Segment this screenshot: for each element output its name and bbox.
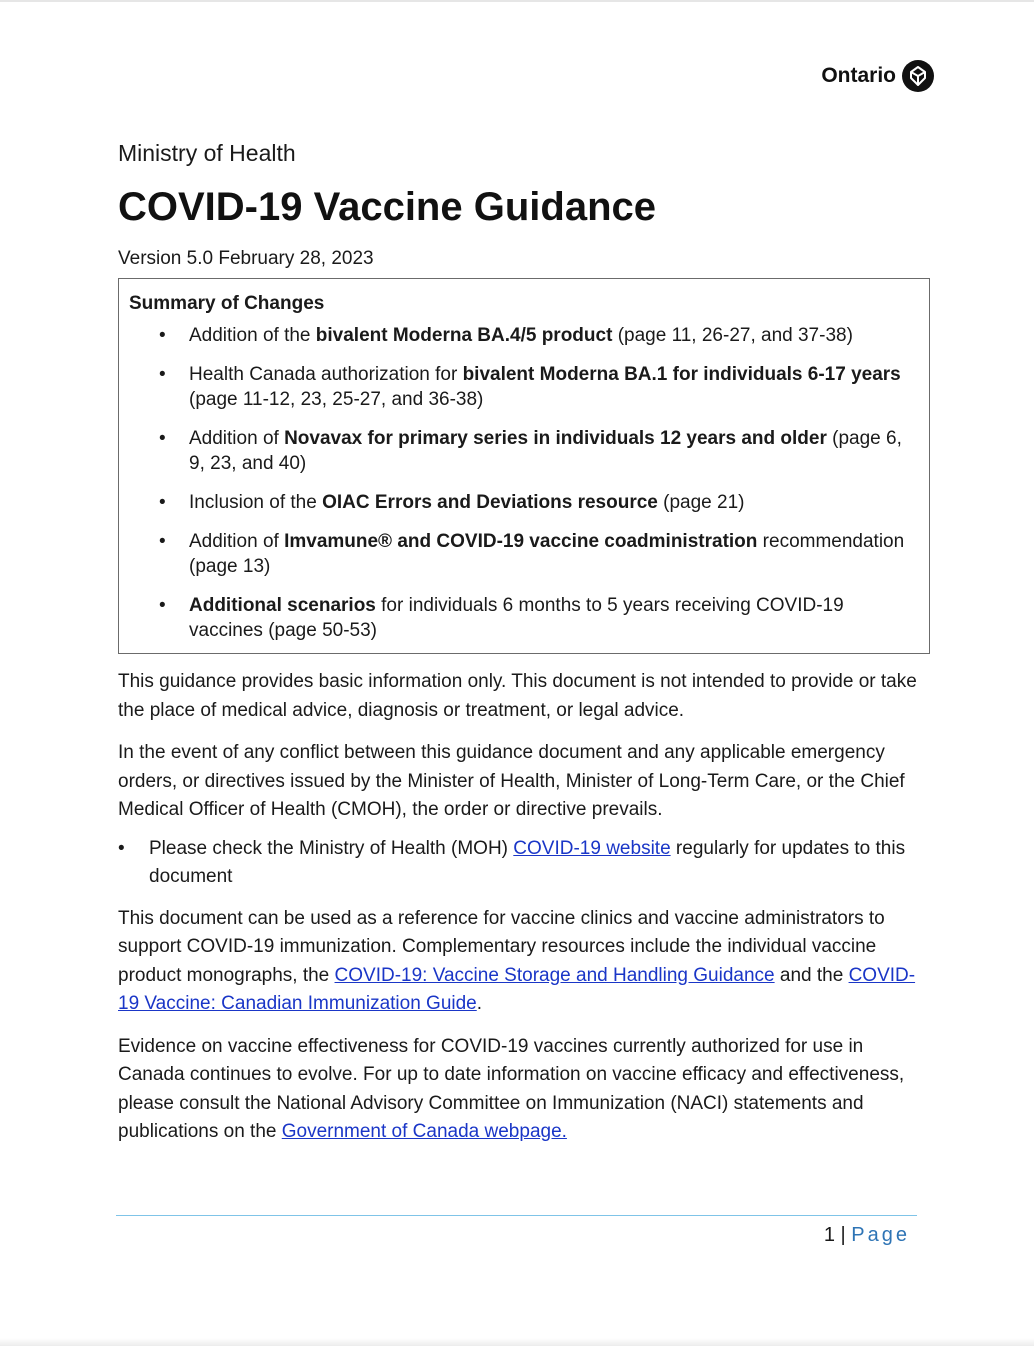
summary-item-text: (page 21) [657, 492, 745, 513]
page-number-value: 1 [823, 1224, 835, 1246]
bullet-icon: • [159, 325, 166, 346]
summary-item-bold: bivalent Moderna BA.1 for individuals 6-17 years [462, 364, 901, 385]
bullet-icon: • [118, 837, 125, 859]
summary-item-text: (page 11, 26-27, and 37-38) [612, 325, 853, 346]
reference-text: . [476, 993, 483, 1014]
page-bottom-edge [0, 1338, 1034, 1346]
evidence-text: Evidence on vaccine effectiveness for COVID-19 vaccines currently authorized for use in Canada continues to evolve. For up to date information on vaccine efficacy and effectiveness, please consult the National Advisory Committee on Immunization (NACI) statements and publications on the [118, 1035, 905, 1142]
summary-item-text: Health Canada authorization for [189, 364, 463, 385]
summary-item [129, 323, 919, 348]
conflict-paragraph: In the event of any conflict between this guidance document and any applicable emergency orders, or directives issued by the Minister of Health, Minister of Long-Term Care, or the Chief Medical Officer of Health (CMOH), the order or directive prevails. [118, 742, 905, 820]
summary-item-text: Inclusion of the [189, 492, 323, 513]
summary-item-text: Addition of the [189, 325, 316, 346]
disclaimer-paragraph: This guidance provides basic information only. This document is not intended to provide or take the place of medical advice, diagnosis or treatment, or legal advice. [118, 671, 917, 721]
document-content [118, 138, 918, 1147]
summary-item-bold: Additional scenarios [189, 595, 376, 616]
government-of-canada-link[interactable]: Government of Canada webpage. [281, 1121, 567, 1142]
reference-paragraph [118, 905, 918, 1019]
summary-item-bold: Novavax for primary series in individuals 12 years and older [284, 428, 827, 449]
page-word: Page [851, 1224, 910, 1246]
summary-item-bold: OIAC Errors and Deviations resource [322, 492, 658, 513]
canadian-immunization-guide-link[interactable]: COVID-19 Vaccine: Canadian Immunization Guide [118, 964, 916, 1014]
summary-item [129, 426, 919, 476]
reference-text: and the [774, 964, 849, 986]
summary-item [129, 593, 919, 643]
page-separator: | [840, 1224, 846, 1246]
summary-item-text: recommendation (page 13) [189, 531, 905, 577]
summary-item-text: (page 11-12, 23, 25-27, and 36-38) [189, 389, 484, 410]
ontario-logo-text: Ontario [821, 64, 896, 87]
summary-item-text: for individuals 6 months to 5 years receiving COVID-19 vaccines (page 50-53) [189, 595, 844, 641]
summary-title: Summary of Changes [129, 293, 325, 314]
summary-item [129, 529, 919, 579]
summary-item [129, 362, 919, 412]
ontario-logo [821, 60, 934, 92]
covid-19-website-link[interactable]: COVID-19 website [513, 837, 671, 859]
bullet-icon: • [159, 364, 166, 385]
check-item-text: Please check the Ministry of Health (MOH) [149, 837, 514, 859]
summary-item [129, 490, 919, 515]
bullet-icon: • [159, 492, 166, 513]
bullet-icon: • [159, 531, 166, 552]
summary-item-text: Addition of [189, 428, 285, 449]
summary-item-bold: Imvamune® and COVID-19 vaccine coadministration [284, 531, 758, 552]
ontario-trillium-icon [902, 60, 934, 92]
check-website-item [118, 835, 918, 891]
summary-item-bold: bivalent Moderna BA.4/5 product [315, 325, 613, 346]
footer-divider [116, 1215, 917, 1216]
ministry-name: Ministry of Health [118, 140, 296, 166]
reference-text: This document can be used as a reference for vaccine clinics and vaccine administrators to support COVID-19 immunization. Complementary resources include the individual vaccine product monographs, the [118, 907, 885, 986]
bullet-icon: • [159, 428, 166, 449]
page-top-edge [0, 0, 1034, 2]
bullet-icon: • [159, 595, 166, 616]
document-version: Version 5.0 February 28, 2023 [118, 248, 374, 269]
summary-of-changes-box [118, 278, 930, 654]
storage-handling-guidance-link[interactable]: COVID-19: Vaccine Storage and Handling Guidance [334, 964, 775, 986]
summary-item-text: (page 6, 9, 23, and 40) [189, 428, 902, 474]
document-title: COVID-19 Vaccine Guidance [118, 185, 656, 229]
page-number [824, 1222, 910, 1248]
check-item-text: regularly for updates to this document [149, 837, 906, 887]
summary-list [129, 323, 919, 643]
evidence-paragraph [118, 1033, 918, 1147]
summary-item-text: Addition of [189, 531, 285, 552]
